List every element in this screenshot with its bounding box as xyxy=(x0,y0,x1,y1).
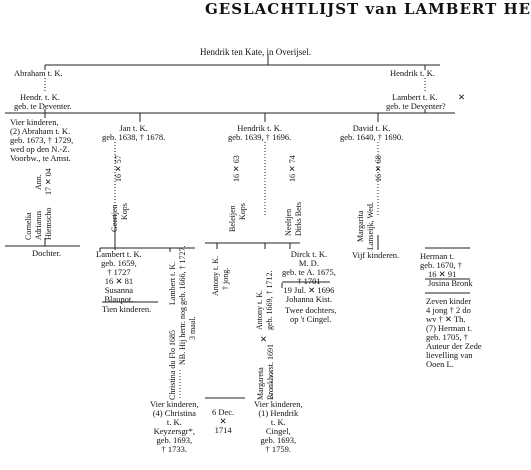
vier-kinderen-christina: Vier kinderen, (4) Christina t. K. Keyzersgr*, geb. 1693, † 1733. xyxy=(150,399,199,454)
vier-kinderen-hendrik: Vier kinderen, (1) Hendrik t. K. Cingel, geb. 1693, † 1759. xyxy=(254,399,303,454)
ann-years: 17 ✕ 04 xyxy=(44,168,53,195)
margarita-surname: Lanseijk, Wed. xyxy=(366,202,375,250)
margareta-vert-surname: Bronkhorst. 1691 xyxy=(266,344,275,400)
dirck-entry: Dirck t. K. M. D. geb. te A. 1675, † 1701 19 Jul. ✕ 1696 Johanna Kist. xyxy=(282,249,336,304)
zeven-kinderen: Zeven kinder 4 jong † 2 do wv † ✕ Th. (7) Herman t. geb. 1705, † Auteur der Zede lievelling van Ooen L. xyxy=(426,296,482,369)
lambert-block: Lambert t. K. geb. 1659, † 1727 16 ✕ 81 Susanna Blaupot. xyxy=(96,249,142,304)
vijf-kinderen: Vijf kinderen. xyxy=(352,250,400,260)
christina-vert-note2: 3 maal. xyxy=(188,316,197,340)
lambert-vert-name: Lambert t. K. xyxy=(168,261,177,305)
christina-vert-name: Christina du Flo 1685 xyxy=(168,329,177,400)
abraham-child-birth: geb. te Deventer. xyxy=(14,101,72,111)
margarita-marriage: 16 ✕ 68 xyxy=(374,155,383,182)
root-ancestor: Hendrik ten Kate, in Overijsel. xyxy=(200,47,311,57)
page-title: GESLACHTLIJST van LAMBERT HE xyxy=(205,0,531,18)
margarita-name: Margarita xyxy=(356,210,365,242)
neeltjen-name: Neeltjen xyxy=(284,208,293,236)
geertjen-marriage: 16 ✕ 57 xyxy=(114,155,123,182)
beleijen-surname: Kops xyxy=(238,203,247,220)
jan-entry: Jan t. K. geb. 1638, † 1678. xyxy=(102,123,166,142)
hendrik-right-child-birth: geb. te Deventer? xyxy=(386,101,446,111)
abraham-child: Hendr. t. K. xyxy=(20,92,60,102)
hendrik-right-name: Hendrik t. K. xyxy=(390,68,435,78)
hendrik-mid-entry: Hendrik t. K. geb. 1639, † 1696. xyxy=(228,123,292,142)
abraham-name: Abraham t. K. xyxy=(14,68,63,78)
dochter-label: Dochter. xyxy=(32,248,62,258)
beleijen-marriage: 16 ✕ 63 xyxy=(232,155,241,182)
herman-marriage: 16 ✕ 91 Josina Bronk xyxy=(428,269,473,288)
antony-vert-dates: geb. 1669, † 1712. xyxy=(265,270,274,330)
cornelia-name: Cornelia xyxy=(24,212,33,240)
antony-jong-death: † jong. xyxy=(221,267,230,290)
dec-marriage: 6 Dec. ✕ 1714 xyxy=(212,407,235,435)
ann-label: Ann. xyxy=(34,174,43,190)
herman-entry: Herman t. geb. 1670, † xyxy=(420,251,463,270)
neeltjen-surname: Dirks Bets xyxy=(294,202,303,236)
neeltjen-marriage: 16 ✕ 74 xyxy=(288,155,297,182)
geertjen-surname: Kops xyxy=(120,203,129,220)
antony-jong-name: Antony t. K. xyxy=(211,256,220,296)
hendrik-right-child: Lambert t. K. xyxy=(392,92,438,102)
adrianus-name: Adrianus xyxy=(34,210,43,240)
antony-vert-name: Antony t. K. xyxy=(255,290,264,330)
beleijen-name: Beleijen xyxy=(228,205,237,232)
lambert-vert-dates: geb. 1666, † 1727. xyxy=(178,245,187,305)
christina-vert-note: NB. Hij hertr. nog xyxy=(178,307,187,365)
geertjen-name: Geertjen xyxy=(110,204,119,232)
vier-kinderen-left: Vier kinderen, (2) Abraham t. K. geb. 1673, † 1729, wed op den N.-Z. Voorbw., te Amst. xyxy=(10,117,74,163)
antony-marriage-mark: ✕ xyxy=(260,334,268,344)
margareta-vert-name: Margareta xyxy=(256,367,265,400)
hiemscho-name: Hiemscho xyxy=(44,207,53,240)
marriage-mark-right: ✕ xyxy=(458,92,466,102)
david-entry: David t. K. geb. 1640, † 1690. xyxy=(340,123,404,142)
twee-dochters: Twee dochters, op 't Cingel. xyxy=(285,305,337,324)
tien-kinderen: Tien kinderen. xyxy=(102,304,152,314)
